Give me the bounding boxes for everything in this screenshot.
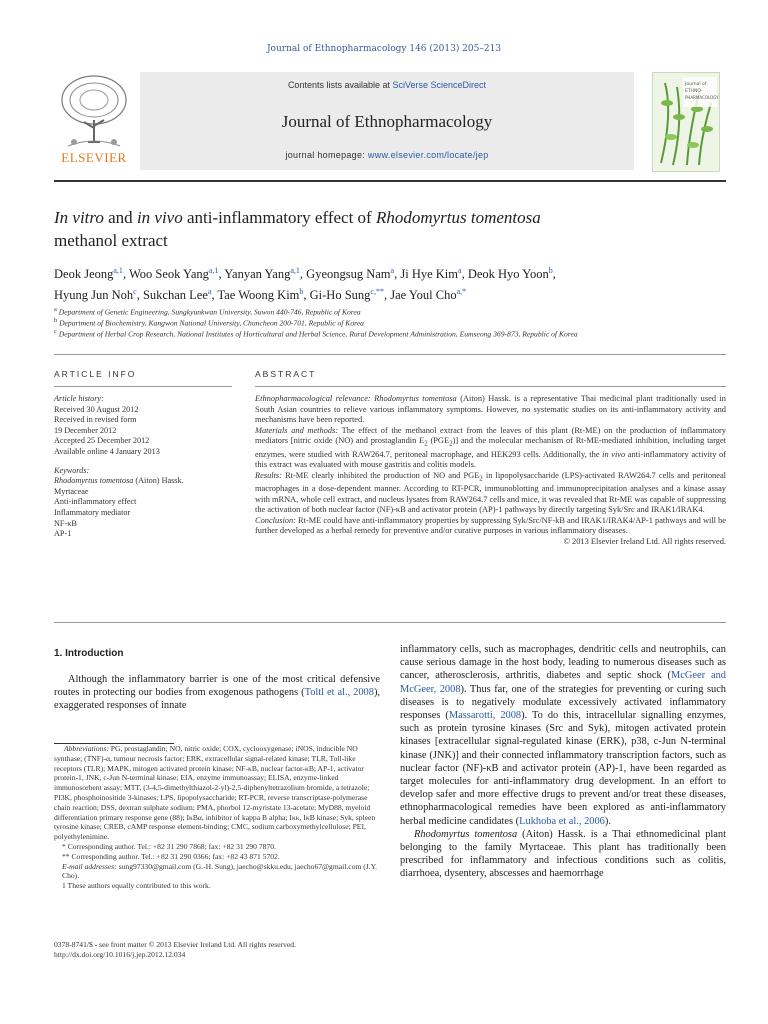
author-affiliation-sup[interactable]: a,1 [208,266,219,275]
title-part-2: and [103,208,137,227]
methods-italic: in vivo [602,449,626,459]
header-rule [54,180,726,182]
abstract-results [255,471,726,516]
article-title [54,206,714,252]
keyword-italic: Rhodomyrtus tomentosa [54,476,134,486]
homepage-prefix: journal homepage: [285,150,368,160]
methods-text-1: The effect of the methanol extract from the leaves of this plant (Rt-ME) on the production of inflammatory mediators [nitric oxide (NO) and prostaglandin E [255,425,726,446]
author-separator: , [394,267,401,282]
email-text[interactable]: sung97330@gmail.com (G.-H. Sung), jaecho@skku.edu, jaecho67@gmail.com (J.Y. Cho). [62,861,377,881]
equal-contribution-footnote: 1 These authors equally contributed to this work. [62,881,211,891]
bottom-metadata [54,940,394,960]
affil-text: Department of Herbal Crop Research, National Institutes of Horticultural and Herbal Science, Rural Development Administration, Eumseong 369-873, Republic of Korea [56,329,578,339]
history-label: Article history: [54,394,104,403]
keyword-item: NF-κB [54,518,77,528]
history-item: Available online 4 January 2013 [54,446,160,456]
journal-citation[interactable]: Journal of Ethnopharmacology 146 (2013) 205–213 [266,44,502,54]
title-part-1: In vitro [54,208,104,227]
abstract-relevance [255,394,726,426]
affil-text: Department of Biochemistry, Kangwon National University, Chuncheon 200-701, Republic of Korea [57,318,364,328]
abstract-methods [255,426,726,471]
author-name[interactable]: Hyung Jun Noh [54,288,134,303]
author-separator: , [218,267,225,282]
homepage-link[interactable]: www.elsevier.com/locate/jep [367,150,489,160]
methods-text-2: (PGE [427,436,450,446]
author-name[interactable]: Sukchan Lee [142,288,208,303]
intro-text: inflammatory cells, such as macrophages, dendritic cells and neutrophils, can cause serious damage in the host body, leading to numerous diseases such as cancer, atherosclerosis, arthritis, diabetes and septic shock ( [400,644,726,682]
relevance-italic: Rhodomyrtus tomentosa [370,394,457,403]
keyword-item: Inflammatory mediator [54,507,131,517]
methods-sub: 2 [449,440,453,449]
author-separator: , [136,288,143,303]
article-info-rule [54,386,232,387]
author-affiliation-sup[interactable]: c,** [370,287,384,297]
author-affiliation-sup[interactable]: a,* [456,287,467,297]
section-heading-introduction: 1. Introduction [54,648,124,659]
corresponding-author-1: * Corresponding author. Tel.: +82 31 290 7868; fax: +82 31 290 7870. [62,841,276,851]
journal-cover-thumbnail [652,72,720,172]
affiliation-b [54,317,734,328]
affiliation-a [54,306,734,317]
title-part-6: methanol extract [54,231,168,250]
email-footnote [54,862,380,882]
intro-text: ). Thus far, one of the strategies for preventing or curing such diseases is to negatively modulate excessively activated inflammatory responses ( [400,683,726,722]
intro-text: (Aiton) Hassk. is a Thai ethnomedicinal plant belonging to the family Myrtaceae. This plant has traditionally been prescribed for inflammatory and infectious conditions such as colitis, diarrhoea, dysentery, abscesses and haemorrhage [400,828,726,880]
abbr-text: PG, prostaglandin; NO, nitric oxide; COX, cyclooxygenase; iNOS, inducible NO synthase; (TNF)-α, tumour necrosis factor; ERK, extracellular signal-related kinase; TLR, Toll-like receptors (TLR); MAPK, mitogen activated protein kinase; NF-κB, nuclear factor-κB; AP-1, activator protein-1, JNK, c-Jun N-terminal kinase; EIA, enzyme immunoassay; ELISA, enzyme-linked immunosorbent assay; MTT, (3-4,5-dimethylthiazol-2-yl)-2,5-diphenyltetrazolium bromide, a tetrazole; PI3K, phosphoinositide 3-kinases; LPS, lipopolysaccharide; RT-PCR, reverse transcriptase-polymerase chain reaction; DSS, dextran sulphate sodium; PMA, phorbol 12-myristate 13-acetate; MyD88, myeloid differentiation primary response gene (88); IκBα, inhibitor of kappa B alpha; Iκκ, IκB kinase; Syk, spleen tyrosine kinase; CREB, cAMP response element-binding; CMC, sodium carboxymethylcellulose; PEI, polyethylenimine. [54,744,376,842]
cover-line-1: Journal of [685,82,707,87]
author-separator: , [383,288,391,303]
affil-sup: c [54,328,57,335]
affil-sup: b [54,317,58,324]
homepage-line [140,150,634,160]
intro-italic: Rhodomyrtus tomentosa [414,828,518,840]
citation-link[interactable]: Massarotti, 2008 [448,710,522,722]
title-part-3: in vivo [136,208,183,227]
author-name[interactable]: Gi-Ho Sung [309,288,371,303]
keyword-item: Myrtaceae [54,486,89,496]
methods-sub: 2 [424,440,428,449]
citation-link[interactable]: Toltl et al., 2008 [304,687,374,699]
author-affiliation-sup[interactable]: a [207,287,212,297]
affiliation-c [54,328,734,339]
relevance-label: Ethnopharmacological relevance: [255,394,371,403]
author-separator: , [211,288,218,303]
author-separator: , [552,267,556,282]
corresponding-author-2: ** Corresponding author. Tel.: +82 31 290 0366; fax: +82 43 871 5702. [62,851,280,861]
copyright-notice: © 2013 Elsevier Ireland Ltd. All rights reserved. [563,537,726,547]
conclusion-label: Conclusion: [255,515,296,525]
author-separator: , [299,267,307,282]
intro-left-column [54,673,380,713]
citation-link[interactable]: McGeer and McGeer, 2008 [400,670,726,695]
history-item: Accepted 25 December 2012 [54,436,150,446]
keyword-item: Anti-inflammatory effect [54,497,137,507]
author-name[interactable]: Woo Seok Yang [128,267,209,282]
intro-paragraph [400,643,726,828]
cover-plant-icon [653,73,719,171]
cover-line-2: ETHNO- [685,89,703,94]
author-name[interactable]: Gyeongsug Nam [306,267,391,282]
contents-prefix: Contents lists available at [287,80,393,90]
journal-header-box [140,72,634,170]
intro-right-column [400,643,726,881]
article-info [54,394,234,540]
abbr-label: Abbreviations: [64,744,109,753]
author-affiliation-sup[interactable]: a,1 [113,266,123,275]
history-item: Received 30 August 2012 [54,404,139,414]
intro-text: Although the inflammatory barrier is one of the most critical defensive routes in protecting our bodies from exogenous pathogens ( [54,674,380,699]
author-name[interactable]: Yanyan Yang [224,267,291,282]
author-affiliation-sup[interactable]: b [299,287,304,297]
results-sub: 2 [479,474,483,483]
issn-line: 0378-8741/$ - see front matter © 2013 Elsevier Ireland Ltd. All rights reserved. [54,940,296,949]
abstract-conclusion [255,516,726,537]
methods-label: Materials and methods: [255,425,339,435]
relevance-text: (Aiton) Hassk. is a representative Thai medicinal plant traditionally used in South Asian countries to relieve various inflammatory symptoms. However, no systematic studies on its anti-inflammatory activity and mechanisms have been reported. [255,394,726,425]
contents-line [140,80,634,90]
author-name[interactable]: Deok Jeong [54,267,114,282]
keyword-rest: (Aiton) Hassk. [133,476,184,486]
methods-text-3: )] and the molecular mechanism of Rt-ME-mediated inhibition, including target enzymes, were studied with RAW264.7, peritoneal macrophage, and HEK293 cells. Additionally, the [255,436,726,459]
abstract-bottom-rule [54,622,726,623]
author-affiliation-sup[interactable]: a [390,266,395,275]
results-text-2: in lipopolysaccharide (LPS)-activated RAW264.7 cells and peritoneal macrophages in a dose-dependent manner. According to RT-PCR, immunoblotting and immunoprecipitation analyses and a kinase assay with mRNA, whole cell extract, and nucleus lysates from RAW264.7 cells and mice, it was revealed that Rt-ME was capable of suppressing the activation of both nuclear factor (NF)-κB and activator protein (AP)-1 pathways by directly targeting Syk/Src and IRAK1/IRAK4. [255,470,726,515]
author-affiliation-sup[interactable]: a,1 [290,266,300,275]
journal-title: Journal of Ethnopharmacology [281,112,493,131]
author-separator: , [461,267,468,282]
footnotes [54,744,380,891]
author-affiliation-sup[interactable]: a [458,266,462,275]
affil-text: Department of Genetic Engineering, Sungkyunkwan University, Suwon 440-746, Republic of Korea [56,307,361,317]
keyword-item: AP-1 [54,529,72,539]
publisher-name: ELSEVIER [61,150,127,165]
author-list [54,262,724,304]
keywords-label: Keywords: [54,465,90,475]
article-info-heading: ARTICLE INFO [54,369,137,379]
citation-link[interactable]: Lukhoba et al., 2006 [519,815,605,827]
conclusion-text: Rt-ME could have anti-inflammatory properties by suppressing Syk/Src/NF-kB and IRAK1/IRAK4/AP-1 pathways and will be further developed as a herbal remedy for preventive and/or curative purposes in various inflammatory diseases. [255,515,726,536]
results-label: Results: [255,470,282,480]
title-part-4: anti-inflammatory effect of [182,208,376,227]
masthead [54,68,726,176]
email-label: E-mail addresses: [62,861,117,871]
abstract-heading: ABSTRACT [255,369,317,379]
sciencedirect-link[interactable]: SciVerse ScienceDirect [392,80,487,90]
abbreviations-footnote [54,744,380,842]
doi-link[interactable]: http://dx.doi.org/10.1016/j.jep.2012.12.034 [54,950,186,959]
abstract-body [255,394,726,548]
methods-text-4: anti-inflammatory activity of this extract was evaluated with mouse gastritis and colitis models. [255,449,727,470]
intro-text: ). [604,815,611,827]
author-name[interactable]: Jae Youl Cho [390,288,457,303]
history-item: Received in revised form [54,415,137,425]
intro-text: ), exaggerated responses of innate [54,687,381,712]
abstract-rule [255,386,726,387]
title-part-5: Rhodomyrtus tomentosa [375,208,541,227]
intro-paragraph [54,673,380,713]
intro-text: ). To do this, intracellular signalling enzymes, such as protein tyrosine kinases (Src and Syk), mitogen activated protein kinases [extracellular signal-regulated kinase (ERK), p38, c-Jun N-terminal kinase (JNK)] and their connected inflammatory transcription factors, such as nuclear factor (NF)-κB and activator protein (AP)-1, have been regarded as target molecules for anti-inflammatory drug development. In an effort to develop safer and more effective drugs to prevent and/or treat these diseases, ethnopharmacological remedies have been explored as anti-inflammatory herbal medicine candidates ( [400,710,727,827]
results-text-1: Rt-ME clearly inhibited the production of NO and PGE [281,470,480,480]
intro-paragraph [400,828,726,881]
author-separator: , [303,288,310,303]
keyword-item [54,476,234,487]
author-name[interactable]: Deok Hyo Yoon [467,267,549,282]
author-name[interactable]: Ji Hye Kim [400,267,458,282]
author-separator: , [122,267,129,282]
author-name[interactable]: Tae Woong Kim [217,288,300,303]
cover-line-3: PHARMACOLOGY [685,95,719,100]
history-item: 19 December 2012 [54,425,117,435]
author-affiliation-sup[interactable]: c [133,287,137,297]
author-affiliation-sup[interactable]: b [548,266,553,275]
affiliation-rule [54,354,726,355]
affil-sup: a [54,306,57,313]
